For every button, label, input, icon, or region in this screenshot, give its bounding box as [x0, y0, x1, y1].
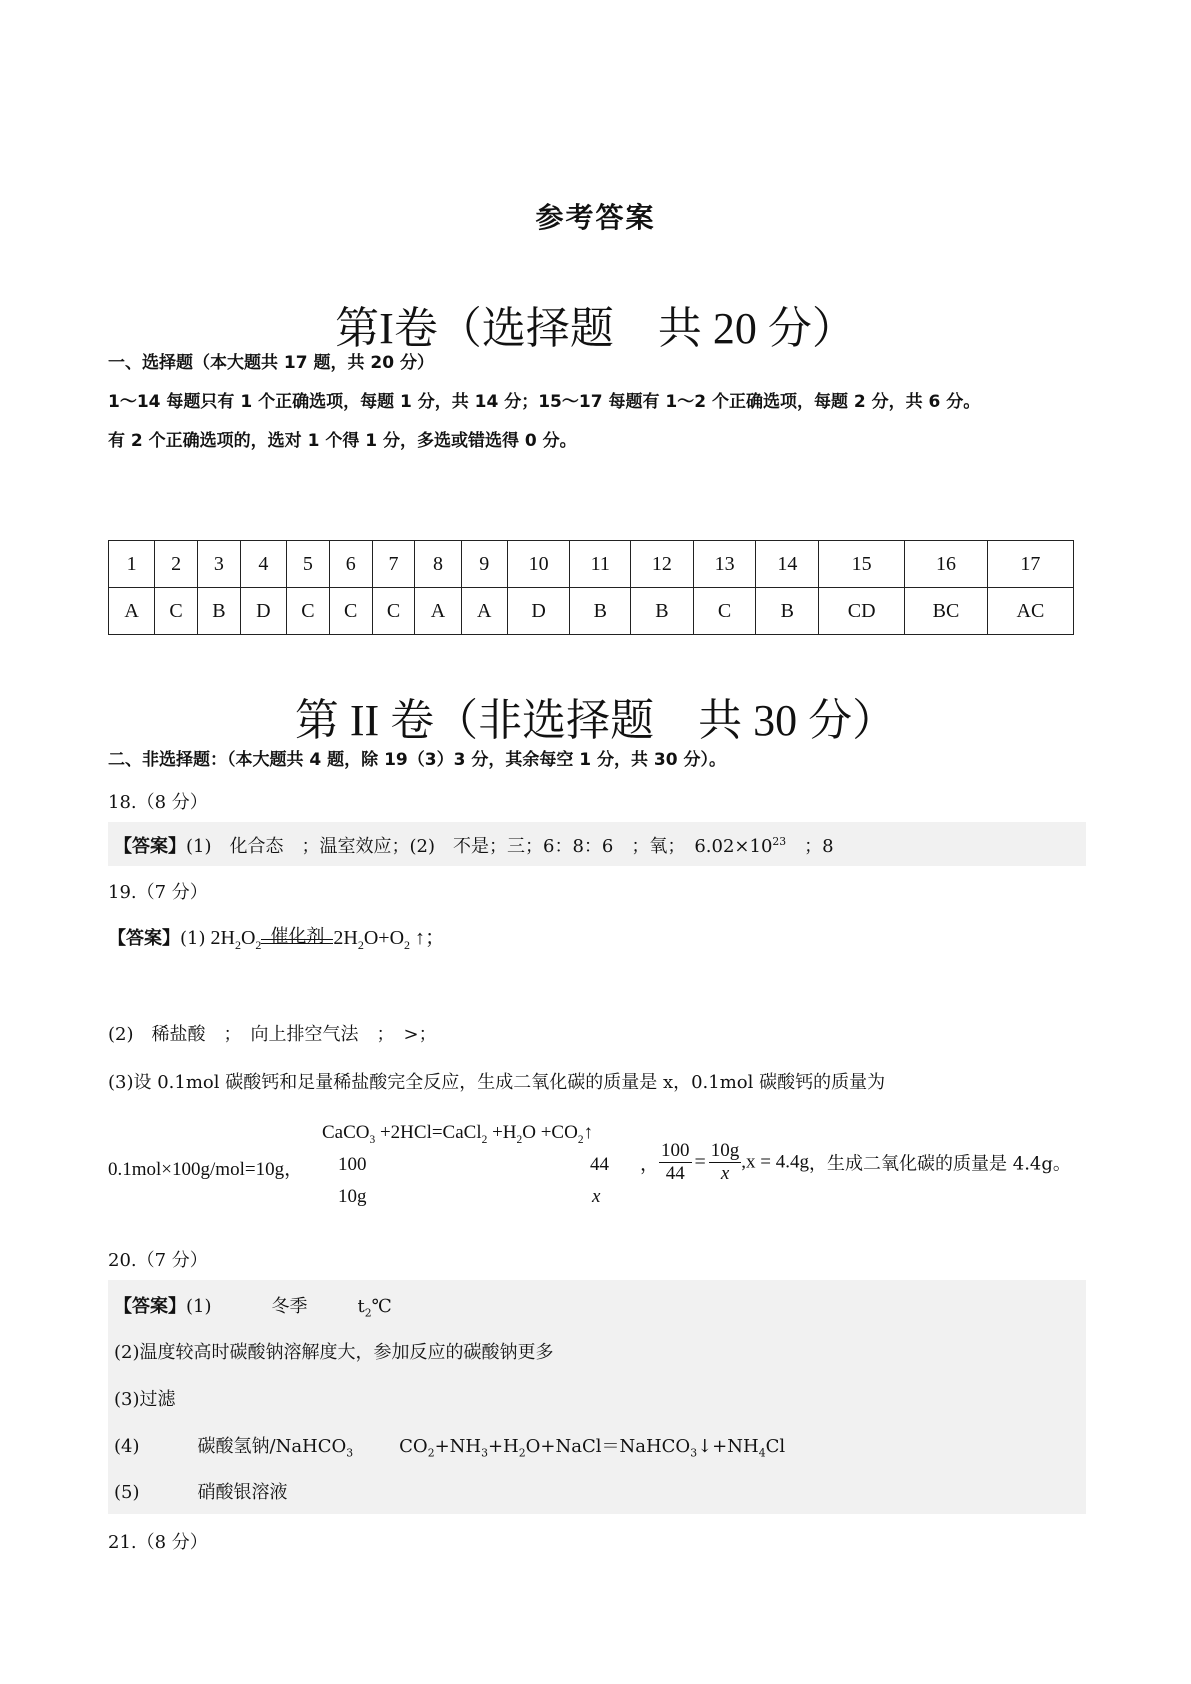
table-cell-number: 1: [109, 541, 155, 588]
q19-caco3-equation: CaCO$_3$ +2HCl=CaCl$_2$ $+H_2O$ $+CO_2↑$: [322, 1122, 594, 1146]
table-cell-number: 4: [240, 541, 286, 588]
q20-answer-box: [108, 1280, 1086, 1514]
table-cell-number: 15: [819, 541, 905, 588]
table-cell-number: 10: [507, 541, 570, 588]
q20-l1-a: (1): [186, 1296, 212, 1317]
table-cell-number: 5: [286, 541, 329, 588]
table-cell-number: 8: [415, 541, 461, 588]
q19-solution: ,x = 4.4g: [741, 1151, 810, 1173]
table-cell-number: 12: [631, 541, 694, 588]
table-cell-answer: B: [570, 588, 631, 635]
part1-heading: 第I卷（选择题 共 20 分）: [335, 304, 856, 353]
table-cell-answer: BC: [905, 588, 988, 635]
table-cell-number: 3: [197, 541, 240, 588]
q20-l1-c: $t_2℃$: [357, 1296, 392, 1320]
q20-line4: (4) 碳酸氢钠/NaHCO$_3$ $CO_2+NH_3+H_2O+NaCl=NaHCO_3↓+NH_4Cl$: [114, 1436, 786, 1460]
table-cell-number: 14: [756, 541, 819, 588]
q20-l1-b: 冬季: [271, 1296, 308, 1317]
q18-exponent: 23: [772, 835, 787, 848]
part1-section-label: 一、选择题（本大题共 17 题，共 20 分）: [108, 353, 434, 373]
q18-answer-text: (1) 化合态 ；温室效应；(2) 不是；三；6：8：6 ；氧； 6.02×10: [186, 836, 773, 857]
table-cell-number: 17: [987, 541, 1073, 588]
q18-answer: [114, 832, 834, 858]
table-cell-number: 11: [570, 541, 631, 588]
table-cell-answer: C: [329, 588, 372, 635]
q19-ratio-100: 100: [338, 1154, 367, 1175]
table-cell-answer: C: [286, 588, 329, 635]
table-cell-number: 7: [372, 541, 415, 588]
part2-heading: 第 II 卷（非选择题 共 30 分）: [294, 696, 897, 745]
q19-equation: $2H_2O_2$ 催化剂 $2H_2O+O_2$ ↑；: [206, 927, 446, 949]
q20-l4-equation: $CO_2+NH_3+H_2O+NaCl=NaHCO_3↓+NH_4Cl$: [399, 1436, 786, 1460]
table-cell-answer: D: [507, 588, 570, 635]
q19-mass-calc: 0.1mol×100g/mol=10g，: [108, 1159, 304, 1180]
table-cell-number: 13: [693, 541, 756, 588]
q21-label: 21.（8 分）: [108, 1532, 208, 1553]
q20-line5: (5) 硝酸银溶液: [114, 1482, 288, 1503]
q19-part1-prefix: (1): [180, 928, 206, 949]
q19-label: 19.（7 分）: [108, 882, 208, 903]
answer-table: [108, 540, 1074, 635]
q20-line3: (3)过滤: [114, 1389, 176, 1410]
table-cell-answer: C: [155, 588, 198, 635]
q19-answer-tag: 【答案】: [108, 928, 180, 949]
q19-ratio-44: 44: [590, 1154, 609, 1175]
q20-answer-tag: 【答案】: [114, 1296, 186, 1317]
q18-answer-end: ；8: [786, 836, 834, 857]
q19-mass-10g: 10g: [338, 1186, 367, 1207]
q19-line1: [108, 918, 445, 965]
answer-table-answer-row: [109, 588, 1074, 635]
table-cell-number: 2: [155, 541, 198, 588]
q19-proportion: ， $\frac{100}{44}$ = $\frac{10g}{x}$ ,x = 4.4g，生成二氧化碳的质量是 4.4g。: [640, 1140, 1071, 1184]
part2-section-label: 二、非选择题：（本大题共 4 题，除 19（3）3 分，其余每空 1 分，共 30 分）。: [108, 750, 726, 770]
q18-answer-box: [108, 822, 1086, 866]
table-cell-answer: C: [693, 588, 756, 635]
table-cell-answer: C: [372, 588, 415, 635]
q19-fraction-1: $\frac{100}{44}$: [661, 1140, 690, 1184]
table-cell-number: 16: [905, 541, 988, 588]
answer-table-number-row: [109, 541, 1074, 588]
q19-reaction-arrow: [261, 926, 333, 947]
q18-label: 18.（8 分）: [108, 792, 208, 813]
table-cell-answer: CD: [819, 588, 905, 635]
part1-instruction-1: 1～14 每题只有 1 个正确选项，每题 1 分，共 14 分；15～17 每题有 1～2 个正确选项，每题 2 分，共 6 分。: [108, 392, 981, 412]
q18-answer-tag: 【答案】: [114, 836, 186, 857]
table-cell-answer: A: [461, 588, 507, 635]
q20-line1: [114, 1292, 392, 1320]
q19-var-x: x: [592, 1186, 601, 1207]
table-cell-number: 9: [461, 541, 507, 588]
table-cell-answer: B: [197, 588, 240, 635]
q20-line2: (2)温度较高时碳酸钠溶解度大，参加反应的碳酸钠更多: [114, 1342, 554, 1363]
q20-label: 20.（7 分）: [108, 1250, 208, 1271]
q19-fraction-2: $\frac{10g}{x}$: [710, 1140, 740, 1184]
q19-conclusion: ，生成二氧化碳的质量是 4.4g。: [809, 1153, 1071, 1175]
table-cell-number: 6: [329, 541, 372, 588]
q20-l4-b: 碳酸氢钠/NaHCO$_3$: [197, 1436, 354, 1460]
table-cell-answer: B: [756, 588, 819, 635]
q20-l5-b: 硝酸银溶液: [197, 1482, 288, 1503]
page-title: 参考答案: [535, 201, 656, 234]
q19-part2: (2) 稀盐酸 ； 向上排空气法 ； >；: [108, 1024, 437, 1045]
table-cell-answer: AC: [987, 588, 1073, 635]
q19-part3: (3)设 0.1mol 碳酸钙和足量稀盐酸完全反应，生成二氧化碳的质量是 x，0.1mol 碳酸钙的质量为: [108, 1072, 886, 1093]
q19-catalyst: 催化剂: [270, 926, 325, 947]
table-cell-answer: B: [631, 588, 694, 635]
table-cell-answer: A: [415, 588, 461, 635]
part1-instruction-2: 有 2 个正确选项的，选对 1 个得 1 分，多选或错选得 0 分。: [108, 431, 577, 451]
table-cell-answer: A: [109, 588, 155, 635]
table-cell-answer: D: [240, 588, 286, 635]
